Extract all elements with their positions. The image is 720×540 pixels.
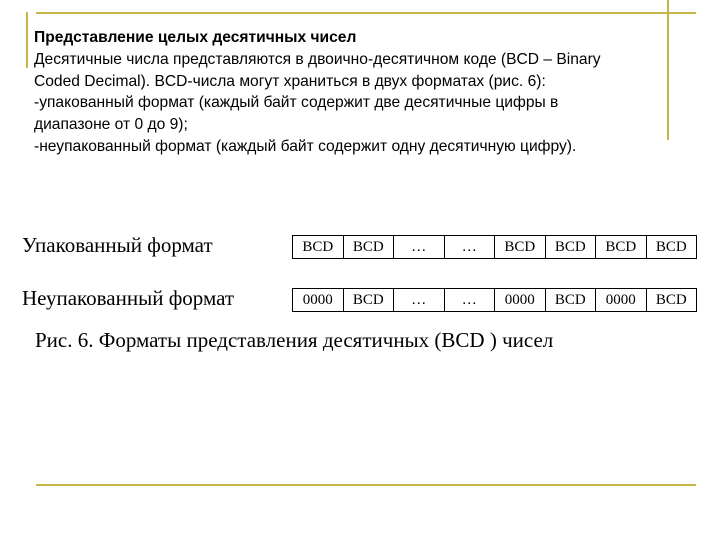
paragraph-line: -упакованный формат (каждый байт содержит две десятичные цифры в — [34, 94, 559, 112]
figure-caption: Рис. 6. Форматы представления десятичных (BCD ) чисел — [35, 328, 554, 352]
byte-cell: BCD — [344, 236, 395, 258]
byte-cell: BCD — [546, 236, 597, 258]
page-heading: Представление целых десятичных чисел — [34, 29, 357, 46]
packed-format-label: Упакованный формат — [22, 233, 213, 257]
right-decorative-rule — [667, 0, 669, 140]
packed-format-row — [292, 235, 697, 259]
text-block — [34, 27, 664, 158]
byte-cell: BCD — [596, 236, 647, 258]
byte-cell: … — [394, 236, 445, 258]
paragraph-line: диапазоне от 0 до 9); — [34, 116, 188, 134]
byte-cell: BCD — [495, 236, 546, 258]
byte-cell: BCD — [655, 291, 687, 308]
byte-cell: BCD — [344, 289, 395, 311]
paragraph-line: Coded Decimal). BCD-числа могут храниться в двух форматах (рис. 6): — [34, 72, 546, 90]
left-decorative-rule — [26, 12, 28, 68]
top-decorative-rule — [36, 12, 696, 14]
bottom-decorative-rule — [36, 484, 696, 486]
byte-cell: BCD — [546, 289, 597, 311]
unpacked-format-label: Неупакованный формат — [22, 286, 235, 310]
byte-cell: … — [394, 289, 445, 311]
paragraph-line: Десятичные числа представляются в двоично-десятичном коде (BCD – Binary — [34, 50, 601, 68]
byte-cell: 0000 — [495, 289, 546, 311]
byte-cell: BCD — [655, 238, 687, 255]
byte-cell: BCD — [293, 236, 344, 258]
byte-cell: 0000 — [293, 289, 344, 311]
byte-cell: … — [445, 289, 496, 311]
byte-cell: … — [445, 236, 496, 258]
byte-cell: 0000 — [596, 289, 647, 311]
paragraph-line: -неупакованный формат (каждый байт содержит одну десятичную цифру). — [34, 137, 577, 155]
unpacked-format-row — [292, 288, 697, 312]
